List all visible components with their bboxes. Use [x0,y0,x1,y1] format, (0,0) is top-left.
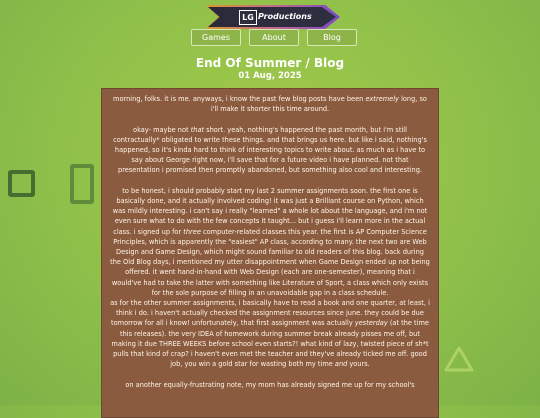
brand-name: Productions [258,12,312,21]
blog-post-body [101,88,439,418]
text-span: okay- maybe not [133,125,191,134]
text-span: (at the time this releases). the very IDEA of homework during summer break already pisses me off, but making it due THREE WEEKS before school even starts?! what kind of lazy, twisted piece of sh*t pulls that kind of crap? i haven't even met the teacher and they've already ticked me off. good job, you win a gold star for wasting both my time [111,319,429,369]
text-span: as for the other summer assignments, i basically have to read a book and one quarter, at least, i think i do. i haven't actually checked the assignment resources since june. they could be due tomorrow for all i know! unfortunately, that first assignment was actually [110,299,430,328]
emphasis-text: yesterday [354,319,388,328]
post-paragraph-5: on another equally-frustrating note, my mom has already signed me up for my school's [125,380,415,389]
post-paragraph-4 [110,298,430,369]
text-span: yours. [347,360,370,369]
nav-about-button[interactable]: About [249,29,299,46]
post-title: End Of Summer / Blog [195,56,345,70]
text-span: to be honest, i should probably start my last 2 summer assignments soon. the first one is basically done, and it actually involved coding! it was just a Brilliant course on Python, which was mildly interesting. i can't say i really "learned" a whole lot about the language, and i'm not even sure what to do with the few concepts it taught... but i guess i'll learn more in the actual class. i signed up for [112,186,428,236]
text-span: long, so i'll make it shorter this time around. [210,95,427,114]
main-nav [191,29,357,46]
nav-games-button[interactable]: Games [191,29,241,46]
emphasis-text: extremely [365,95,399,103]
emphasis-text: and [334,360,348,369]
decorative-square-outline [8,170,35,197]
post-paragraph-1 [110,94,430,114]
emphasis-text: that [190,125,205,134]
emphasis-text: three [183,227,201,236]
text-span: short. yeah, nothing's happened the past month, but i'm still contractually* obligated to write these things. and that brings us here. but like i said, nothing's happened, so it's kinda hard to think of interesting topics to write about. as much as i have to say about George right now, i'll save that for a future video i have planned. not that presentation i promised then promptly abandoned, but something also cool and interesting. [113,125,427,175]
text-span: computer-related classes this year. the first is AP Computer Science Principles, which is apparently the "easiest" AP class, according to many. the next two are Web Design and Game Design, which might sound familiar to old readers of this blog. back during the Old Blog days, i mentioned my utter disappointment when Game Design ended up not being offered. it went hand-in-hand with Web Design (each are one-semester), meaning that i would've had to take the latter with something like Literature of Sport, a class which only exists for the sole purpose of filling in an unavoidable gap in a class schedule. [110,227,430,297]
post-paragraph-3 [110,186,430,298]
post-paragraph-2 [110,125,430,176]
decorative-rectangle-outline [70,164,94,204]
text-span: morning, folks. it is me. anyways, i know the past few blog posts have been [113,95,366,103]
logo-icon[interactable]: LG [239,10,257,25]
post-date: 01 Aug, 2025 [238,71,302,81]
decorative-triangle-outline [444,345,474,373]
nav-blog-button[interactable]: Blog [307,29,357,46]
